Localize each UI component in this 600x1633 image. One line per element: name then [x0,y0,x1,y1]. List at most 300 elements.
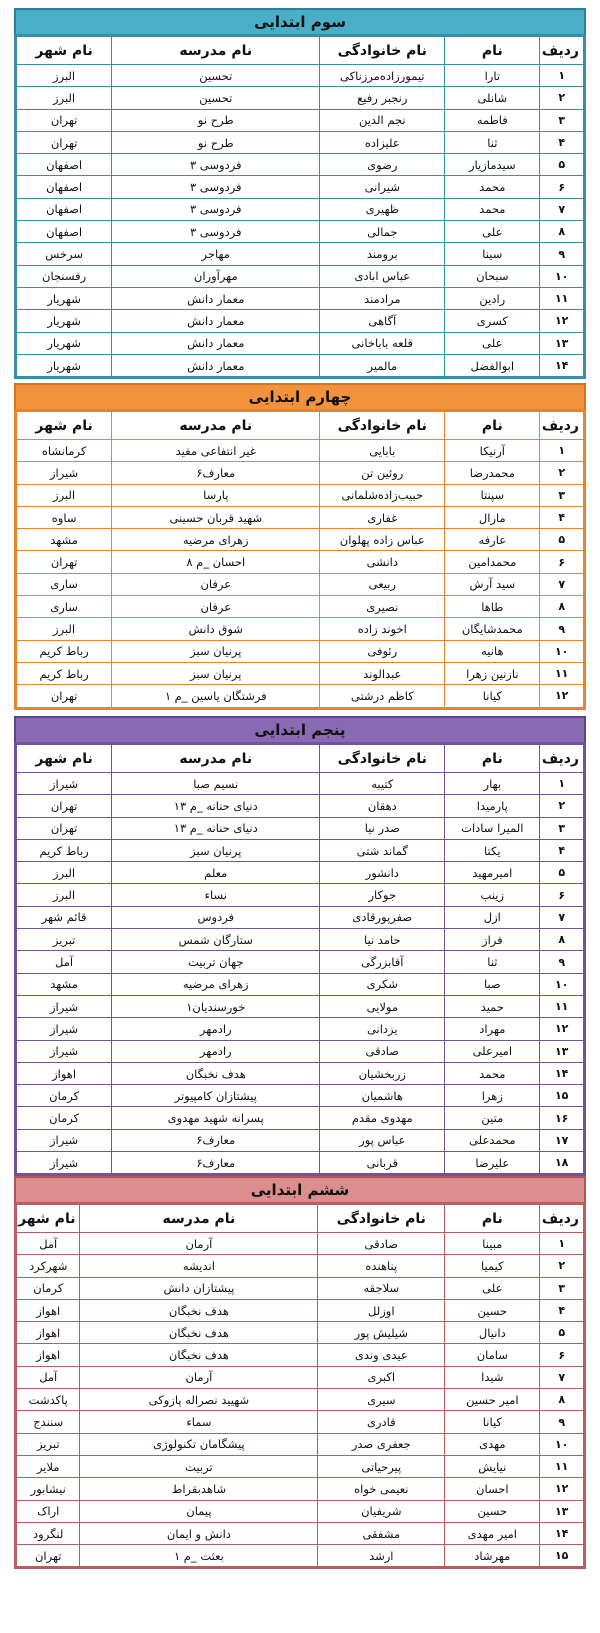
school-name-cell: پرنیان سبز [112,640,320,662]
first-name-cell: محمدرضا [445,462,540,484]
header-first-name: نام [445,745,540,773]
city-name-cell: شیراز [17,1040,112,1062]
school-name-cell: فردوس [112,906,320,928]
row-number-cell: ۲ [540,795,584,817]
table-row [17,795,584,817]
section-title: پنجم ابتدایی [14,716,586,742]
table-row [17,596,584,618]
header-city-name: نام شهر [17,412,112,440]
school-name-cell: آرمان [80,1366,318,1388]
last-name-cell: قادری [318,1411,445,1433]
results-table [16,36,584,377]
city-name-cell: شهرکرد [17,1255,80,1277]
table-row [17,354,584,376]
city-name-cell: ساری [17,573,112,595]
city-name-cell: شهریار [17,332,112,354]
last-name-cell: مشفقی [318,1522,445,1544]
first-name-cell: کسری [445,310,540,332]
last-name-cell: شکری [320,973,445,995]
school-name-cell: پرنیان سبز [112,662,320,684]
table-row [17,198,584,220]
first-name-cell: متین [445,1107,540,1129]
header-last-name: نام خانوادگی [320,412,445,440]
table-row [17,906,584,928]
table-row [17,265,584,287]
last-name-cell: رضوی [320,154,445,176]
row-number-cell: ۱۸ [540,1152,584,1174]
city-name-cell: شهریار [17,310,112,332]
table-row [17,221,584,243]
first-name-cell: ابوالفضل [445,354,540,376]
table-row [17,995,584,1017]
school-name-cell: رادمهر [112,1018,320,1040]
first-name-cell: دانیال [445,1322,540,1344]
city-name-cell: رباط کریم [17,640,112,662]
last-name-cell: اکبری [318,1366,445,1388]
first-name-cell: عارفه [445,529,540,551]
row-number-cell: ۸ [540,596,584,618]
table-row [17,87,584,109]
school-name-cell: غیر انتفاعی مفید [112,440,320,462]
row-number-cell: ۱۴ [540,1522,584,1544]
city-name-cell: سرخس [17,243,112,265]
city-name-cell: البرز [17,884,112,906]
row-number-cell: ۶ [540,551,584,573]
header-last-name: نام خانوادگی [320,37,445,65]
header-city-name: نام شهر [17,745,112,773]
school-name-cell: مهاجر [112,243,320,265]
first-name-cell: مارال [445,506,540,528]
row-number-cell: ۱۴ [540,1062,584,1084]
row-number-cell: ۵ [540,154,584,176]
row-number-cell: ۱۶ [540,1107,584,1129]
school-name-cell: نسیم صبا [112,773,320,795]
school-name-cell: پرنیان سبز [112,839,320,861]
row-number-cell: ۷ [540,906,584,928]
table-row [17,1433,584,1455]
first-name-cell: کیانا [445,685,540,707]
last-name-cell: عباس پور [320,1129,445,1151]
school-name-cell: عرفان [112,596,320,618]
first-name-cell: ثنا [445,951,540,973]
first-name-cell: بهار [445,773,540,795]
table-row [17,884,584,906]
city-name-cell: شیراز [17,1152,112,1174]
school-name-cell: مهرآوران [112,265,320,287]
row-number-cell: ۱۲ [540,310,584,332]
city-name-cell: اهواز [17,1322,80,1344]
first-name-cell: زهرا [445,1085,540,1107]
last-name-cell: تیمورزاده‌مرزناکی [320,65,445,87]
last-name-cell: دانشور [320,862,445,884]
first-name-cell: ثنا [445,131,540,153]
city-name-cell: مشهد [17,973,112,995]
header-city-name: نام شهر [17,1205,80,1233]
city-name-cell: مشهد [17,529,112,551]
school-name-cell: فردوسی ۳ [112,198,320,220]
table-row [17,1233,584,1255]
last-name-cell: نجم الدین [320,109,445,131]
first-name-cell: شانلی [445,87,540,109]
school-name-cell: تربیت [80,1455,318,1477]
table-row [17,1411,584,1433]
first-name-cell: مبینا [445,1233,540,1255]
table-row [17,1152,584,1174]
first-name-cell: حمید [445,995,540,1017]
city-name-cell: البرز [17,484,112,506]
table-row [17,1344,584,1366]
header-school-name: نام مدرسه [112,745,320,773]
row-number-cell: ۱۱ [540,1455,584,1477]
first-name-cell: محمدامین [445,551,540,573]
school-name-cell: معمار دانش [112,287,320,309]
last-name-cell: رنجبر رفیع [320,87,445,109]
last-name-cell: جمالی [320,221,445,243]
table-row [17,243,584,265]
city-name-cell: آمل [17,1233,80,1255]
city-name-cell: شهریار [17,354,112,376]
first-name-cell: فاطمه [445,109,540,131]
table-row [17,973,584,995]
city-name-cell: تبریز [17,929,112,951]
city-name-cell: شیراز [17,1018,112,1040]
last-name-cell: کتیبه [320,773,445,795]
last-name-cell: غفاری [320,506,445,528]
table-row [17,109,584,131]
city-name-cell: شیراز [17,462,112,484]
last-name-cell: قلعه باباخانی [320,332,445,354]
first-name-cell: سپنتا [445,484,540,506]
first-name-cell: شیدا [445,1366,540,1388]
first-name-cell: علی [445,1277,540,1299]
row-number-cell: ۱۵ [540,1085,584,1107]
school-name-cell: ستارگان شمس [112,929,320,951]
table-row [17,65,584,87]
row-number-cell: ۴ [540,1299,584,1321]
table-row [17,773,584,795]
table-row [17,1322,584,1344]
last-name-cell: برومند [320,243,445,265]
last-name-cell: یزدانی [320,1018,445,1040]
city-name-cell: شهریار [17,287,112,309]
city-name-cell: رفسنجان [17,265,112,287]
school-name-cell: تحسین [112,65,320,87]
school-name-cell: معمار دانش [112,310,320,332]
table-row [17,1107,584,1129]
first-name-cell: المیرا سادات [445,817,540,839]
last-name-cell: کاظم درشتی [320,685,445,707]
school-name-cell: معمار دانش [112,354,320,376]
school-name-cell: هدف نخبگان [80,1299,318,1321]
last-name-cell: رئوفی [320,640,445,662]
last-name-cell: سلاجقه [318,1277,445,1299]
school-name-cell: دانش و ایمان [80,1522,318,1544]
last-name-cell: مرادمند [320,287,445,309]
school-name-cell: زهرای مرضیه [112,973,320,995]
row-number-cell: ۸ [540,221,584,243]
city-name-cell: اصفهان [17,176,112,198]
section-title: سوم ابتدایی [14,8,586,34]
city-name-cell: اهواز [17,1062,112,1084]
city-name-cell: ساری [17,596,112,618]
school-name-cell: فردوسی ۳ [112,176,320,198]
row-number-cell: ۹ [540,1411,584,1433]
city-name-cell: آمل [17,1366,80,1388]
first-name-cell: علیرضا [445,1152,540,1174]
city-name-cell: رباط کریم [17,839,112,861]
school-name-cell: پیمان [80,1500,318,1522]
school-name-cell: جهان تربیت [112,951,320,973]
city-name-cell: آمل [17,951,112,973]
school-name-cell: پسرانه شهید مهدوی [112,1107,320,1129]
school-name-cell: بعثت _م ۱ [80,1545,318,1567]
row-number-cell: ۲ [540,462,584,484]
results-table [16,1204,584,1567]
first-name-cell: محمدشایگان [445,618,540,640]
city-name-cell: قائم شهر [17,906,112,928]
row-number-cell: ۴ [540,506,584,528]
last-name-cell: صادقی [320,1040,445,1062]
school-name-cell: رادمهر [112,1040,320,1062]
first-name-cell: کیانا [445,1411,540,1433]
table-row [17,929,584,951]
school-name-cell: زهرای مرضیه [112,529,320,551]
row-number-cell: ۱۳ [540,332,584,354]
last-name-cell: حبیب‌زاده‌شلمانی [320,484,445,506]
table-row [17,1277,584,1299]
last-name-cell: ارشد [318,1545,445,1567]
table-row [17,1085,584,1107]
city-name-cell: اراک [17,1500,80,1522]
city-name-cell: البرز [17,862,112,884]
school-name-cell: دنیای حنانه _م ۱۳ [112,817,320,839]
last-name-cell: آگاهی [320,310,445,332]
last-name-cell: جوکار [320,884,445,906]
city-name-cell: تهران [17,131,112,153]
city-name-cell: اصفهان [17,221,112,243]
table-row [17,154,584,176]
last-name-cell: عیدی وندی [318,1344,445,1366]
header-school-name: نام مدرسه [80,1205,318,1233]
city-name-cell: کرمان [17,1085,112,1107]
city-name-cell: البرز [17,65,112,87]
table-row [17,1018,584,1040]
table-row [17,484,584,506]
table-row [17,951,584,973]
first-name-cell: امیر حسین [445,1389,540,1411]
row-number-cell: ۳ [540,109,584,131]
row-number-cell: ۱۱ [540,662,584,684]
first-name-cell: علی [445,221,540,243]
row-number-cell: ۶ [540,884,584,906]
last-name-cell: جعفری صدر [318,1433,445,1455]
row-number-cell: ۴ [540,839,584,861]
school-name-cell: خورسندیان۱ [112,995,320,1017]
table-row [17,1522,584,1544]
school-name-cell: پارسا [112,484,320,506]
table-row [17,551,584,573]
school-name-cell: معارف۶ [112,462,320,484]
first-name-cell: سبحان [445,265,540,287]
school-name-cell: پیشتازان کامپیوتر [112,1085,320,1107]
first-name-cell: حسین [445,1500,540,1522]
row-number-cell: ۵ [540,1322,584,1344]
school-name-cell: پیشگامان تکنولوژی [80,1433,318,1455]
row-number-cell: ۳ [540,1277,584,1299]
first-name-cell: محمد [445,176,540,198]
last-name-cell: روئین تن [320,462,445,484]
last-name-cell: پیرحیاتی [318,1455,445,1477]
school-name-cell: معلم [112,862,320,884]
first-name-cell: سیدمازیار [445,154,540,176]
header-row-number: ردیف [540,745,584,773]
header-first-name: نام [445,1205,540,1233]
table-row [17,1545,584,1567]
last-name-cell: علیزاده [320,131,445,153]
section-title: ششم ابتدایی [14,1176,586,1202]
last-name-cell: زربخشیان [320,1062,445,1084]
first-name-cell: طاها [445,596,540,618]
table-row [17,839,584,861]
table-row [17,1299,584,1321]
row-number-cell: ۶ [540,1344,584,1366]
first-name-cell: نیایش [445,1455,540,1477]
row-number-cell: ۵ [540,529,584,551]
row-number-cell: ۱۴ [540,354,584,376]
row-number-cell: ۲ [540,87,584,109]
header-row-number: ردیف [540,412,584,440]
first-name-cell: احسان [445,1478,540,1500]
first-name-cell: محمد [445,1062,540,1084]
first-name-cell: سید آرش [445,573,540,595]
city-name-cell: شیراز [17,1129,112,1151]
table-row [17,1366,584,1388]
city-name-cell: لنگرود [17,1522,80,1544]
table-row [17,618,584,640]
last-name-cell: مالمیر [320,354,445,376]
first-name-cell: مهرشاد [445,1545,540,1567]
row-number-cell: ۱۱ [540,995,584,1017]
school-name-cell: هدف نخبگان [80,1344,318,1366]
header-last-name: نام خانوادگی [320,745,445,773]
city-name-cell: شیراز [17,995,112,1017]
city-name-cell: اصفهان [17,198,112,220]
first-name-cell: ازل [445,906,540,928]
first-name-cell: پارمیدا [445,795,540,817]
table-row [17,1129,584,1151]
last-name-cell: قربانی [320,1152,445,1174]
last-name-cell: شیرانی [320,176,445,198]
table-row [17,462,584,484]
table-row [17,685,584,707]
table-row [17,332,584,354]
table-row [17,310,584,332]
first-name-cell: امیر مهدی [445,1522,540,1544]
school-name-cell: هدف نخبگان [80,1322,318,1344]
first-name-cell: محمد [445,198,540,220]
row-number-cell: ۳ [540,817,584,839]
last-name-cell: دهقان [320,795,445,817]
city-name-cell: تهران [17,685,112,707]
grade-section [14,716,586,1176]
row-number-cell: ۷ [540,573,584,595]
row-number-cell: ۱۰ [540,973,584,995]
header-row [17,37,584,65]
last-name-cell: شریفیان [318,1500,445,1522]
row-number-cell: ۱ [540,65,584,87]
first-name-cell: علی [445,332,540,354]
first-name-cell: یکتا [445,839,540,861]
last-name-cell: عباس زاده پهلوان [320,529,445,551]
table-row [17,1062,584,1084]
city-name-cell: نیشابور [17,1478,80,1500]
table-row [17,1455,584,1477]
header-row [17,412,584,440]
last-name-cell: ظهیری [320,198,445,220]
header-first-name: نام [445,37,540,65]
first-name-cell: صبا [445,973,540,995]
school-name-cell: طرح نو [112,109,320,131]
last-name-cell: آقابزرگی [320,951,445,973]
row-number-cell: ۱۳ [540,1500,584,1522]
first-name-cell: سینا [445,243,540,265]
last-name-cell: دانشی [320,551,445,573]
row-number-cell: ۱ [540,1233,584,1255]
first-name-cell: کیمیا [445,1255,540,1277]
city-name-cell: تهران [17,551,112,573]
school-name-cell: معارف۶ [112,1129,320,1151]
results-table [16,411,584,708]
results-table [16,744,584,1174]
school-name-cell: شوق دانش [112,618,320,640]
city-name-cell: تهران [17,1545,80,1567]
first-name-cell: هانیه [445,640,540,662]
city-name-cell: کرمان [17,1107,112,1129]
school-name-cell: آرمان [80,1233,318,1255]
city-name-cell: تهران [17,109,112,131]
row-number-cell: ۲ [540,1255,584,1277]
table-row [17,1040,584,1062]
school-name-cell: سماء [80,1411,318,1433]
row-number-cell: ۱ [540,440,584,462]
row-number-cell: ۱۲ [540,685,584,707]
header-first-name: نام [445,412,540,440]
city-name-cell: اهواز [17,1299,80,1321]
first-name-cell: امیرعلی [445,1040,540,1062]
first-name-cell: نازنین زهرا [445,662,540,684]
table-row [17,131,584,153]
last-name-cell: اوزلل [318,1299,445,1321]
last-name-cell: اخوند زاده [320,618,445,640]
header-school-name: نام مدرسه [112,37,320,65]
last-name-cell: عباس ابادی [320,265,445,287]
row-number-cell: ۸ [540,1389,584,1411]
school-name-cell: دنیای حنانه _م ۱۳ [112,795,320,817]
city-name-cell: البرز [17,87,112,109]
city-name-cell: تهران [17,795,112,817]
header-last-name: نام خانوادگی [318,1205,445,1233]
row-number-cell: ۹ [540,243,584,265]
row-number-cell: ۱۰ [540,640,584,662]
table-row [17,573,584,595]
table-row [17,176,584,198]
table-row [17,529,584,551]
first-name-cell: آرنیکا [445,440,540,462]
city-name-cell: رباط کریم [17,662,112,684]
first-name-cell: سامان [445,1344,540,1366]
last-name-cell: گماند شتی [320,839,445,861]
first-name-cell: زینب [445,884,540,906]
